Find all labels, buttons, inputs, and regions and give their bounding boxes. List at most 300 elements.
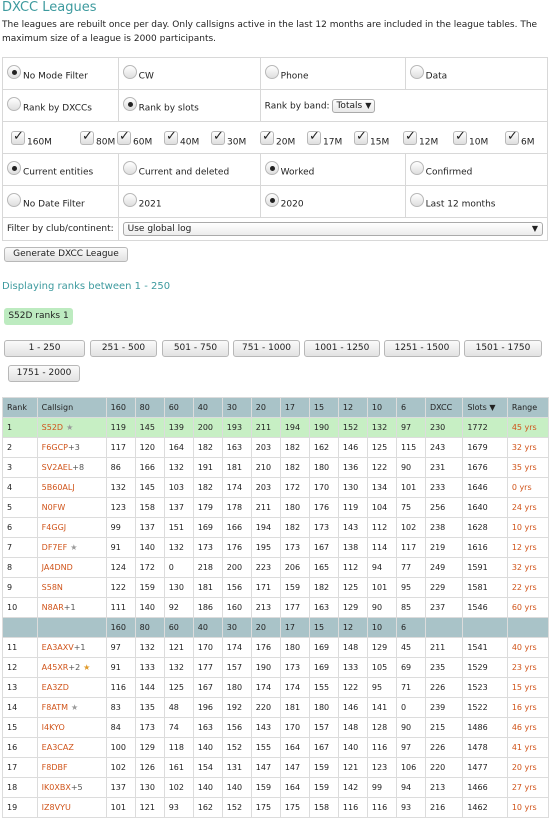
band-count-cell: 144 (135, 678, 164, 698)
slots-cell: 1462 (463, 798, 507, 818)
callsign-link[interactable]: F4GGJ (41, 523, 67, 532)
dxcc-cell: 213 (425, 778, 462, 798)
radio-icon[interactable] (7, 65, 21, 79)
column-header: 160 (106, 398, 135, 418)
callsign-link[interactable]: DF7EF (41, 543, 68, 552)
slots-cell: 1541 (463, 638, 507, 658)
band-count-cell: 213 (251, 598, 280, 618)
band-count-cell: 101 (367, 578, 396, 598)
slots-cell: 1676 (463, 458, 507, 478)
band-checkbox-80m[interactable] (80, 131, 115, 148)
rank-by-band-value: Totals (336, 100, 363, 111)
dxcc-cell: 235 (425, 658, 462, 678)
date-none-option[interactable] (3, 186, 119, 218)
band-count-cell: 155 (251, 738, 280, 758)
band-count-cell: 163 (193, 718, 222, 738)
band-count-cell: 141 (367, 698, 396, 718)
range-cell: 46 yrs (507, 718, 548, 738)
band-checkbox-10m[interactable] (453, 131, 488, 148)
band-count-cell: 99 (106, 518, 135, 538)
band-count-cell: 165 (309, 558, 338, 578)
dxcc-cell: 231 (425, 458, 462, 478)
page-button[interactable]: 1251 - 1500 (384, 340, 460, 357)
rank-cell: 4 (3, 478, 38, 498)
band-count-cell: 125 (367, 438, 396, 458)
band-count-cell: 182 (280, 438, 309, 458)
callsign-link[interactable]: IK0XBX (41, 783, 71, 792)
radio-icon[interactable] (410, 193, 424, 207)
rank-by-slots-option[interactable] (118, 90, 260, 122)
slots-cell: 1522 (463, 698, 507, 718)
band-count-cell: 101 (106, 798, 135, 818)
band-count-cell: 170 (309, 478, 338, 498)
radio-icon[interactable] (123, 97, 137, 111)
band-count-cell: 193 (222, 418, 251, 438)
band-count-cell: 140 (193, 738, 222, 758)
band-count-cell: 174 (251, 678, 280, 698)
band-count-cell: 117 (106, 438, 135, 458)
band-count-cell: 143 (251, 718, 280, 738)
band-count-cell: 164 (164, 438, 193, 458)
slots-cell: 1477 (463, 758, 507, 778)
generate-league-button[interactable]: Generate DXCC League (4, 247, 128, 262)
callsign-link[interactable]: EA3ZD (41, 683, 69, 692)
band-count-cell: 140 (193, 778, 222, 798)
checkbox-icon[interactable] (505, 131, 519, 145)
rank-cell: 19 (3, 798, 38, 818)
column-header: 10 (367, 398, 396, 418)
rank-cell: 9 (3, 578, 38, 598)
callsign-suffix: +8 (72, 463, 85, 472)
callsign-cell (37, 598, 106, 618)
radio-icon[interactable] (265, 161, 279, 175)
radio-icon[interactable] (7, 161, 21, 175)
band-count-cell: 181 (280, 698, 309, 718)
band-count-cell: 173 (135, 718, 164, 738)
band-count-cell: 200 (222, 558, 251, 578)
table-row (3, 458, 549, 478)
entities-label: Current entities (23, 167, 94, 178)
club-filter-select[interactable] (123, 222, 543, 236)
subheader-cell: 15 (309, 618, 338, 638)
chevron-down-icon: ▼ (531, 224, 538, 233)
dxcc-cell: 229 (425, 578, 462, 598)
subheader-cell (3, 618, 38, 638)
callsign-link[interactable]: I4KYO (41, 723, 65, 732)
club-filter-value: Use global log (127, 224, 192, 234)
band-subheader-row (3, 618, 549, 638)
callsign-cell (37, 658, 106, 678)
checkbox-icon[interactable] (260, 131, 274, 145)
page-button[interactable]: 1001 - 1250 (304, 340, 380, 357)
range-cell: 15 yrs (507, 678, 548, 698)
table-row (3, 438, 549, 458)
callsign-link[interactable]: SV2AEL (41, 463, 73, 472)
star-icon: ★ (70, 543, 78, 552)
band-count-cell: 159 (309, 778, 338, 798)
checkbox-icon[interactable] (453, 131, 467, 145)
slots-cell: 1640 (463, 498, 507, 518)
chevron-down-icon: ▼ (365, 100, 372, 110)
mode-option-none[interactable] (3, 58, 119, 90)
band-count-cell: 206 (280, 558, 309, 578)
band-count-cell: 211 (251, 418, 280, 438)
dxcc-cell: 226 (425, 738, 462, 758)
callsign-link[interactable]: S58N (41, 583, 63, 592)
band-checkbox-30m[interactable] (211, 131, 246, 148)
band-count-cell: 119 (106, 418, 135, 438)
band-checkbox-20m[interactable] (260, 131, 295, 148)
band-checkbox-17m[interactable] (307, 131, 342, 148)
band-count-cell: 163 (222, 438, 251, 458)
band-count-cell: 140 (222, 778, 251, 798)
confirmed-label: Confirmed (425, 167, 473, 178)
band-count-cell: 114 (367, 538, 396, 558)
band-count-cell: 145 (135, 478, 164, 498)
rank-by-dxcc-option[interactable] (3, 90, 119, 122)
band-count-cell: 173 (280, 658, 309, 678)
band-count-cell: 177 (193, 658, 222, 678)
range-cell: 10 yrs (507, 518, 548, 538)
callsign-cell (37, 558, 106, 578)
mode-option-data[interactable] (405, 58, 547, 90)
column-header: 6 (396, 398, 425, 418)
callsign-link[interactable]: A45XR (41, 663, 69, 672)
callsign-link[interactable]: IZ8VYU (41, 803, 71, 812)
band-count-cell: 176 (222, 538, 251, 558)
entities-current-option[interactable] (3, 154, 119, 186)
band-count-cell: 132 (164, 658, 193, 678)
band-count-cell: 125 (338, 578, 367, 598)
band-count-cell: 182 (309, 578, 338, 598)
page-title: DXCC Leagues (2, 0, 97, 15)
radio-icon[interactable] (410, 65, 424, 79)
band-count-cell: 176 (309, 498, 338, 518)
callsign-cell (37, 758, 106, 778)
slots-cell: 1478 (463, 738, 507, 758)
band-checkbox-15m[interactable] (354, 131, 389, 148)
column-header: 20 (251, 398, 280, 418)
band-count-cell: 154 (193, 758, 222, 778)
callsign-cell (37, 778, 106, 798)
callsign-link[interactable]: F6GCP (41, 443, 68, 452)
club-filter-cell (118, 218, 547, 241)
radio-icon[interactable] (265, 65, 279, 79)
band-count-cell: 83 (106, 698, 135, 718)
range-cell: 32 yrs (507, 558, 548, 578)
callsign-link[interactable]: S52D (41, 423, 64, 432)
table-row (3, 778, 549, 798)
page-button[interactable]: 1501 - 1750 (464, 340, 542, 357)
band-count-cell: 106 (396, 758, 425, 778)
band-count-cell: 182 (193, 438, 222, 458)
dxcc-cell: 249 (425, 558, 462, 578)
rank-cell: 1 (3, 418, 38, 438)
band-count-cell: 0 (164, 558, 193, 578)
band-count-cell: 118 (164, 738, 193, 758)
callsign-suffix: +3 (67, 443, 80, 452)
band-count-cell: 157 (309, 718, 338, 738)
entities-deleted-option[interactable] (118, 154, 260, 186)
rank-cell: 13 (3, 678, 38, 698)
band-checkbox-60m[interactable] (117, 131, 152, 148)
column-header: 60 (164, 398, 193, 418)
band-count-cell: 132 (106, 478, 135, 498)
rank-by-label: Rank by slots (138, 103, 199, 114)
slots-cell: 1679 (463, 438, 507, 458)
dxcc-cell: 215 (425, 718, 462, 738)
page-button[interactable]: 1 - 250 (4, 340, 85, 357)
band-label: 30M (227, 137, 247, 148)
page-button[interactable]: 1751 - 2000 (8, 365, 80, 382)
band-count-cell: 116 (338, 798, 367, 818)
table-row (3, 678, 549, 698)
date-label: Last 12 months (425, 199, 496, 210)
callsign-link[interactable]: JA4DND (41, 563, 73, 572)
dxcc-cell: 216 (425, 798, 462, 818)
confirmed-option[interactable] (405, 154, 547, 186)
callsign-link[interactable]: EA3AXV (41, 643, 74, 652)
range-cell: 0 yrs (507, 478, 548, 498)
band-count-cell: 45 (396, 638, 425, 658)
rank-cell: 10 (3, 598, 38, 618)
band-count-cell: 97 (396, 418, 425, 438)
date-2020-option[interactable] (260, 186, 405, 218)
mode-option-phone[interactable] (260, 58, 405, 90)
page-button[interactable]: 501 - 750 (162, 340, 229, 357)
band-count-cell: 122 (106, 578, 135, 598)
column-header: 30 (222, 398, 251, 418)
radio-icon[interactable] (123, 161, 137, 175)
callsign-cell (37, 478, 106, 498)
radio-icon[interactable] (7, 193, 21, 207)
column-header: 80 (135, 398, 164, 418)
band-count-cell: 119 (338, 498, 367, 518)
checkbox-icon[interactable] (307, 131, 321, 145)
callsign-suffix: +2 (68, 663, 81, 672)
band-count-cell: 95 (367, 678, 396, 698)
band-count-cell: 134 (367, 478, 396, 498)
band-count-cell: 123 (106, 498, 135, 518)
band-count-cell: 179 (193, 498, 222, 518)
callsign-link[interactable]: F8ATM (41, 703, 69, 712)
dxcc-cell: 226 (425, 678, 462, 698)
band-count-cell: 137 (106, 778, 135, 798)
slots-cell: 1616 (463, 538, 507, 558)
band-count-cell: 173 (280, 538, 309, 558)
checkbox-icon[interactable] (80, 131, 94, 145)
band-count-cell: 140 (135, 598, 164, 618)
table-row (3, 558, 549, 578)
column-header: Callsign (37, 398, 106, 418)
checkbox-icon[interactable] (11, 131, 25, 145)
band-count-cell: 94 (396, 778, 425, 798)
band-count-cell: 175 (251, 798, 280, 818)
range-cell: 41 yrs (507, 738, 548, 758)
band-count-cell: 139 (164, 418, 193, 438)
band-count-cell: 152 (338, 418, 367, 438)
rank-cell: 15 (3, 718, 38, 738)
date-label: No Date Filter (23, 199, 85, 210)
band-count-cell: 84 (106, 718, 135, 738)
band-checkbox-6m[interactable] (505, 131, 535, 148)
callsign-cell (37, 738, 106, 758)
dxcc-cell: 239 (425, 698, 462, 718)
band-count-cell: 130 (135, 778, 164, 798)
club-filter-label: Filter by club/continent: (3, 218, 119, 241)
star-icon: ★ (83, 663, 91, 672)
range-cell: 22 yrs (507, 578, 548, 598)
band-count-cell: 74 (164, 718, 193, 738)
slots-cell: 1581 (463, 578, 507, 598)
column-header: 40 (193, 398, 222, 418)
checkbox-icon[interactable] (354, 131, 368, 145)
band-count-cell: 121 (338, 758, 367, 778)
date-2021-option[interactable] (118, 186, 260, 218)
table-row (3, 738, 549, 758)
radio-icon[interactable] (410, 161, 424, 175)
dxcc-cell: 243 (425, 438, 462, 458)
callsign-cell (37, 578, 106, 598)
dxcc-cell: 233 (425, 478, 462, 498)
band-count-cell: 91 (106, 658, 135, 678)
band-count-cell: 172 (280, 478, 309, 498)
band-count-cell: 170 (193, 638, 222, 658)
band-count-cell: 128 (367, 718, 396, 738)
dxcc-cell: 237 (425, 598, 462, 618)
page-button[interactable]: 751 - 1000 (233, 340, 300, 357)
band-count-cell: 147 (280, 758, 309, 778)
table-row (3, 718, 549, 738)
band-count-cell: 99 (367, 778, 396, 798)
radio-icon[interactable] (265, 193, 279, 207)
rank-cell: 2 (3, 438, 38, 458)
callsign-cell (37, 438, 106, 458)
band-count-cell: 148 (338, 638, 367, 658)
band-count-cell: 105 (367, 658, 396, 678)
band-count-cell: 124 (106, 558, 135, 578)
page-button[interactable]: 251 - 500 (90, 340, 157, 357)
callsign-link[interactable]: N8AR (41, 603, 64, 612)
band-count-cell: 132 (164, 458, 193, 478)
date-label: 2021 (138, 199, 162, 210)
range-cell: 32 yrs (507, 438, 548, 458)
band-count-cell: 136 (338, 458, 367, 478)
rank-by-band-select[interactable] (332, 99, 375, 113)
table-row (3, 518, 549, 538)
mode-option-cw[interactable] (118, 58, 260, 90)
radio-icon[interactable] (123, 193, 137, 207)
band-count-cell: 171 (251, 578, 280, 598)
dxcc-cell: 238 (425, 518, 462, 538)
slots-sort-header[interactable]: Slots ▼ (463, 398, 507, 418)
entities-label: Current and deleted (138, 167, 230, 178)
callsign-link[interactable]: N0FW (41, 503, 66, 512)
band-count-cell: 133 (338, 658, 367, 678)
checkbox-icon[interactable] (211, 131, 225, 145)
band-count-cell: 180 (309, 458, 338, 478)
band-count-cell: 135 (135, 698, 164, 718)
callsign-link[interactable]: EA3CAZ (41, 743, 74, 752)
table-row (3, 498, 549, 518)
band-label: 20M (276, 137, 296, 148)
range-cell: 60 yrs (507, 598, 548, 618)
slots-cell: 1628 (463, 518, 507, 538)
worked-option[interactable] (260, 154, 405, 186)
band-count-cell: 130 (164, 578, 193, 598)
band-count-cell: 174 (222, 478, 251, 498)
slots-cell: 1546 (463, 598, 507, 618)
radio-icon[interactable] (7, 97, 21, 111)
band-count-cell: 97 (396, 738, 425, 758)
band-checkbox-160m[interactable] (11, 131, 52, 148)
radio-icon[interactable] (123, 65, 137, 79)
subheader-cell: 40 (193, 618, 222, 638)
band-count-cell: 220 (251, 698, 280, 718)
filter-panel (2, 57, 548, 241)
band-checkbox-40m[interactable] (164, 131, 199, 148)
band-count-cell: 122 (367, 458, 396, 478)
band-count-cell: 93 (164, 798, 193, 818)
rank-badge[interactable]: S52D ranks 1 (4, 308, 73, 325)
date-12m-option[interactable] (405, 186, 547, 218)
band-count-cell: 158 (309, 798, 338, 818)
table-row (3, 578, 549, 598)
subheader-cell: 160 (106, 618, 135, 638)
subheader-cell (463, 618, 507, 638)
table-row (3, 698, 549, 718)
band-count-cell: 140 (135, 538, 164, 558)
band-count-cell: 156 (222, 718, 251, 738)
band-count-cell: 90 (367, 598, 396, 618)
callsign-cell (37, 458, 106, 478)
callsign-link[interactable]: F8DBF (41, 763, 68, 772)
band-count-cell: 142 (338, 778, 367, 798)
band-checkbox-12m[interactable] (403, 131, 438, 148)
band-count-cell: 112 (367, 518, 396, 538)
range-cell: 45 yrs (507, 418, 548, 438)
range-cell: 10 yrs (507, 798, 548, 818)
band-count-cell: 102 (106, 758, 135, 778)
column-header: Range (507, 398, 548, 418)
band-count-cell: 181 (193, 578, 222, 598)
band-count-cell: 125 (164, 678, 193, 698)
table-row (3, 538, 549, 558)
checkbox-icon[interactable] (403, 131, 417, 145)
band-count-cell: 180 (222, 678, 251, 698)
dxcc-cell: 230 (425, 418, 462, 438)
rank-by-band-label: Rank by band: (264, 101, 330, 111)
callsign-cell (37, 518, 106, 538)
band-count-cell: 178 (222, 498, 251, 518)
callsign-cell (37, 698, 106, 718)
band-count-cell: 101 (396, 478, 425, 498)
band-label: 12M (419, 137, 439, 148)
band-count-cell: 194 (280, 418, 309, 438)
band-count-cell: 116 (106, 678, 135, 698)
band-count-cell: 132 (164, 538, 193, 558)
band-count-cell: 116 (367, 738, 396, 758)
callsign-link[interactable]: 5B60ALJ (41, 483, 75, 492)
band-count-cell: 166 (135, 458, 164, 478)
band-label: 15M (370, 137, 390, 148)
slots-cell: 1772 (463, 418, 507, 438)
band-label: 10M (469, 137, 489, 148)
checkbox-icon[interactable] (117, 131, 131, 145)
band-count-cell: 167 (309, 738, 338, 758)
checkbox-icon[interactable] (164, 131, 178, 145)
table-row (3, 598, 549, 618)
